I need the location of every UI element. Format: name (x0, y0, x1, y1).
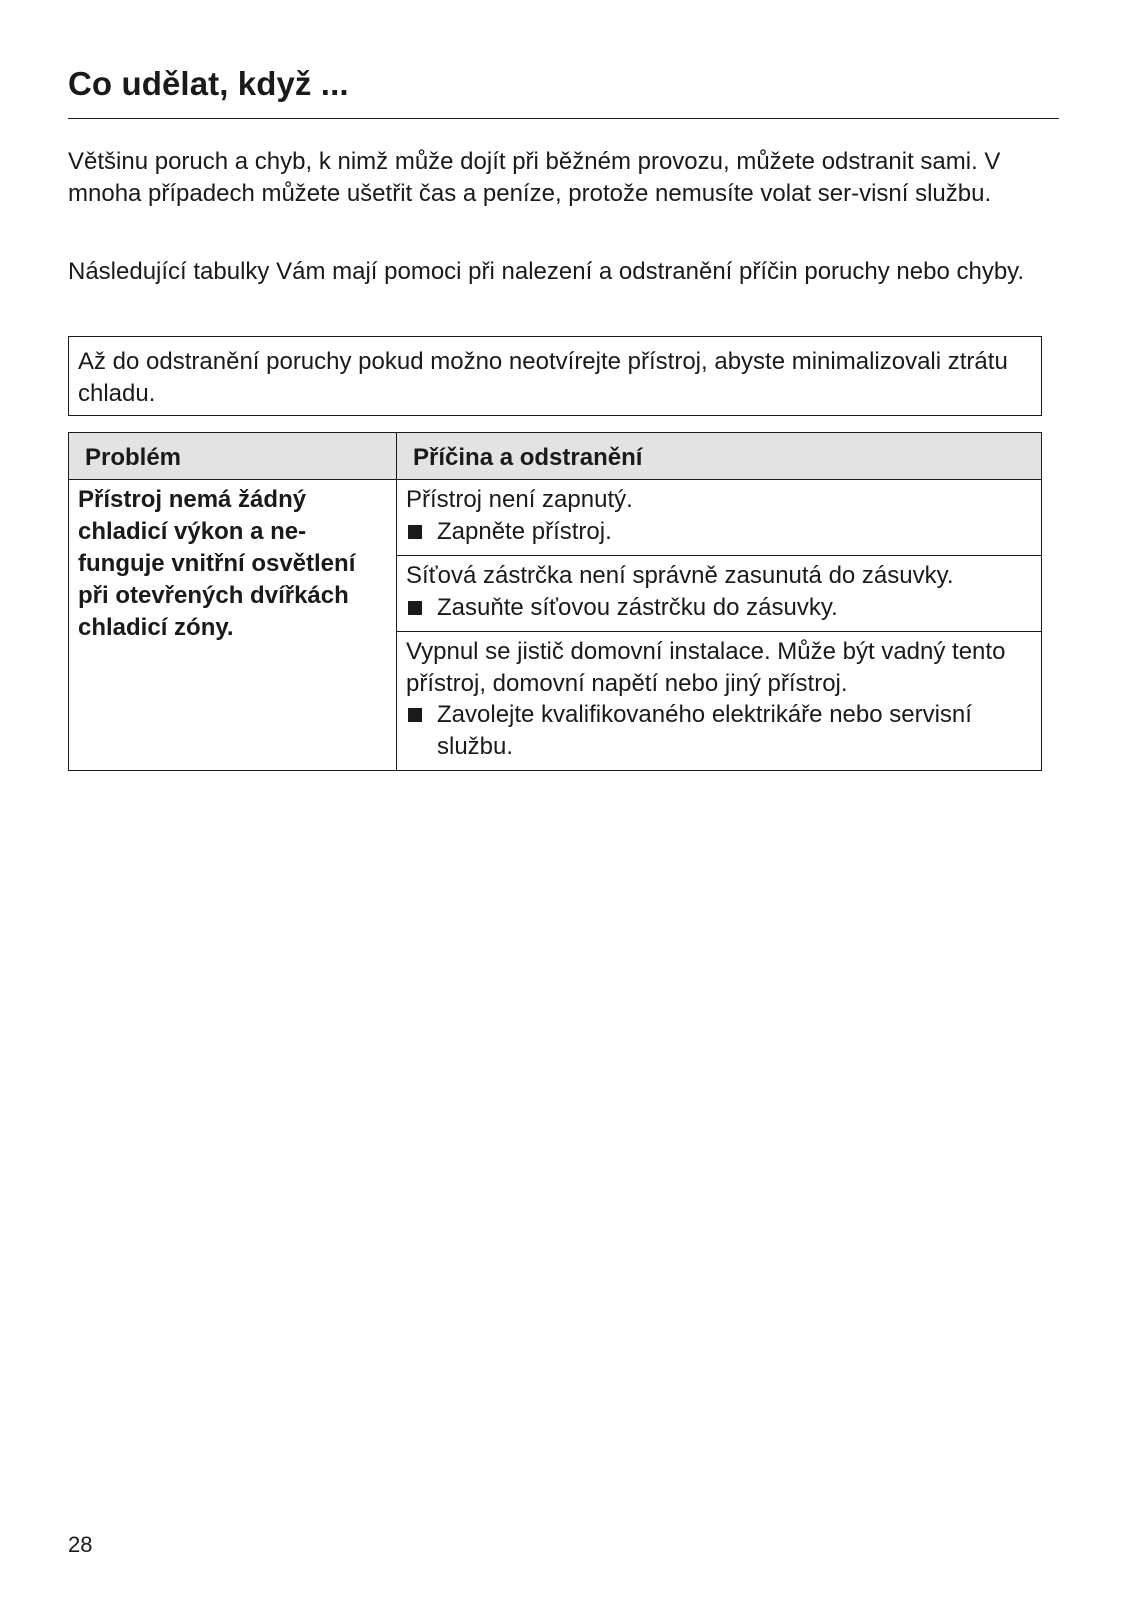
note-box: Až do odstranění poruchy pokud možno neotvírejte přístroj, abyste minimalizovali ztrátu chladu. (68, 336, 1042, 416)
remedy-item (406, 516, 1033, 548)
remedy-item (406, 699, 1033, 762)
header-problem: Problém (69, 433, 397, 480)
intro-paragraph: Následující tabulky Vám mají pomoci při nalezení a odstranění příčin poruchy nebo chyby. (68, 258, 1025, 285)
problem-cell: Přístroj nemá žádný chladicí výkon a ne-funguje vnitřní osvětlení při otevřených dvířkách chladicí zóny. (69, 480, 397, 771)
cause-text: Vypnul se jistič domovní instalace. Může být vadný tento přístroj, domovní napětí nebo jiný přístroj. (406, 638, 1006, 697)
cause-cell (397, 556, 1042, 632)
square-bullet-icon (408, 708, 422, 722)
table-row (69, 480, 1042, 556)
remedy-text: Zavolejte kvalifikovaného elektrikáře nebo servisní službu. (437, 701, 972, 760)
table-header-row (69, 433, 1042, 480)
troubleshooting-table (68, 432, 1042, 771)
title-divider (68, 118, 1059, 119)
cause-text: Síťová zástrčka není správně zasunutá do zásuvky. (406, 562, 954, 589)
page-number: 28 (68, 1532, 93, 1557)
page-title: Co udělat, když ... (68, 65, 349, 102)
remedy-text: Zapněte přístroj. (437, 517, 612, 545)
header-cause: Příčina a odstranění (397, 433, 1042, 480)
intro-paragraph: Většinu poruch a chyb, k nimž může dojít při běžném provozu, můžete odstranit sami. V mnoha případech můžete ušetřit čas a peníze, protože nemusíte volat ser-visní službu. (68, 148, 1001, 207)
remedy-text: Zasuňte síťovou zástrčku do zásuvky. (437, 593, 838, 621)
square-bullet-icon (408, 601, 422, 615)
cause-cell (397, 632, 1042, 771)
cause-text: Přístroj není zapnutý. (406, 486, 633, 513)
square-bullet-icon (408, 525, 422, 539)
remedy-item (406, 592, 1033, 624)
cause-cell (397, 480, 1042, 556)
